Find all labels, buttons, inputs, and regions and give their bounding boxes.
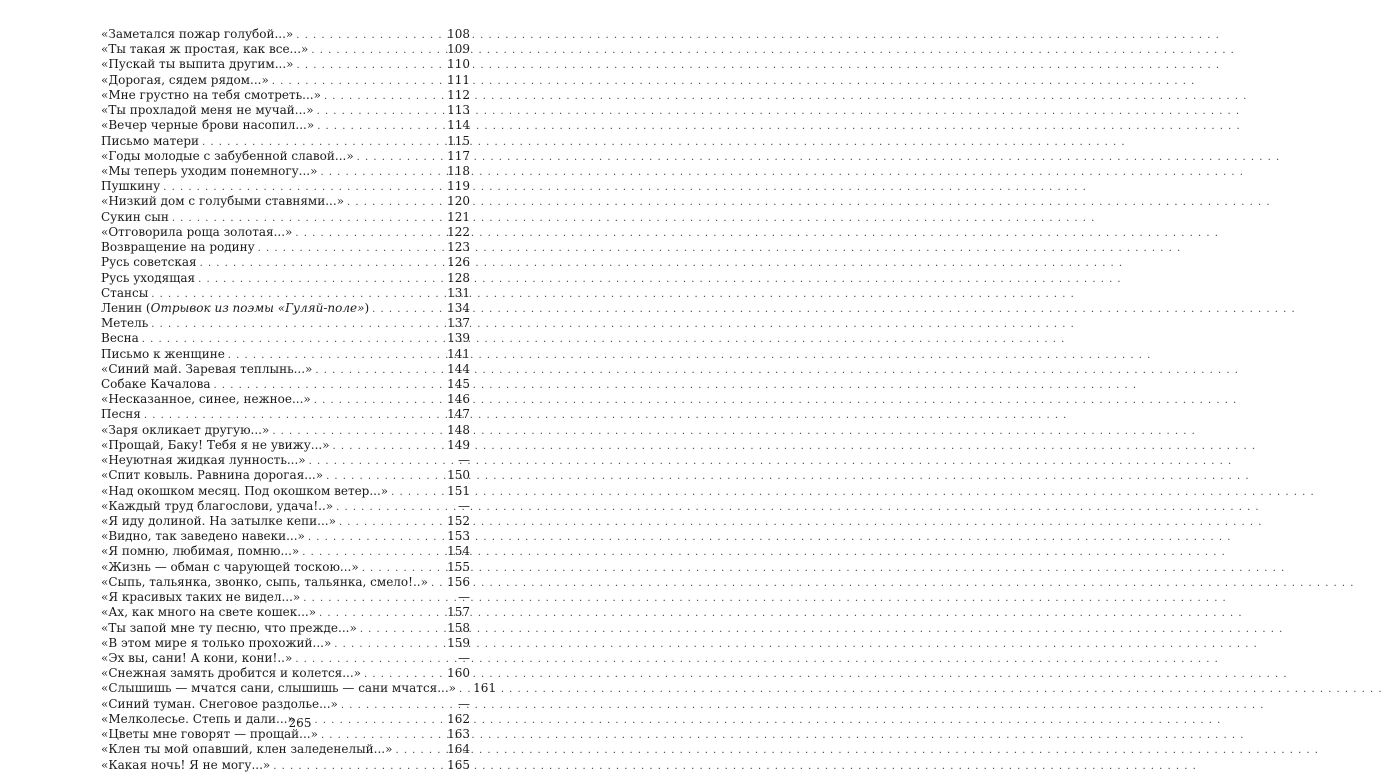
- toc-entry: [101, 225, 470, 240]
- toc-entry-title: «Несказанное, синее, нежное...»: [101, 392, 311, 407]
- toc-entry-title: Сукин сын: [101, 209, 169, 224]
- toc-entry-title: «В этом мире я только прохожий...»: [101, 635, 332, 650]
- toc-entry: [101, 194, 470, 209]
- toc-entry-title: «Синий туман. Снеговое раздолье...»: [101, 696, 338, 711]
- dot-leader: [228, 348, 441, 363]
- toc-entry-title: «Годы молодые с забубенной славой...»: [101, 148, 354, 163]
- toc-entry-page: 109: [447, 42, 470, 57]
- toc-entry-title: «Каждый труд благослови, удача!..»: [101, 498, 334, 513]
- dot-leader: [151, 317, 441, 332]
- toc-entry-page: 163: [447, 727, 470, 742]
- toc-entry-page: 121: [447, 209, 470, 224]
- toc-entry-title: Весна: [101, 331, 139, 346]
- dot-leader: [202, 135, 441, 150]
- toc-entry: [101, 605, 470, 620]
- dot-leader: [321, 728, 441, 743]
- toc-entry-title: «Ты запой мне ту песню, что прежде...»: [101, 620, 357, 635]
- toc-entry-title: «Цветы мне говорят — прощай...»: [101, 727, 318, 742]
- toc-entry: [101, 514, 470, 529]
- toc-entry-page: 148: [447, 422, 470, 437]
- toc-entry-title-end: ): [364, 300, 370, 315]
- dot-leader: [303, 591, 441, 606]
- toc-entry-title: «Сыпь, тальянка, звонко, сыпь, тальянка, смело!..»: [101, 574, 428, 589]
- toc-entry-page: 151: [447, 483, 470, 498]
- dot-leader: [326, 469, 441, 484]
- toc-entry-title: «Слышишь — мчатся сани, слышишь — сани мчатся...»: [101, 681, 457, 696]
- toc-entry-page: 160: [447, 666, 470, 681]
- toc-entry: [101, 362, 470, 377]
- dot-leader: [395, 743, 441, 758]
- dot-leader: [315, 363, 441, 378]
- toc-entry: [101, 88, 470, 103]
- dot-leader: [324, 89, 441, 104]
- toc-entry-title: «Неуютная жидкая лунность...»: [101, 453, 306, 468]
- dot-leader: [295, 652, 441, 667]
- toc-entry: [101, 240, 470, 255]
- toc-entry: [101, 42, 470, 57]
- toc-entry-title: «Пускай ты выпита другим...»: [101, 57, 294, 72]
- toc-entry-title: «Мы теперь уходим понемногу...»: [101, 163, 318, 178]
- toc-entry-page: 145: [447, 377, 470, 392]
- toc-entry: [101, 499, 470, 514]
- dot-leader: [341, 698, 441, 713]
- toc-entry-title: Собаке Качалова: [101, 377, 211, 392]
- dot-leader: [317, 119, 441, 134]
- toc-entry: [101, 316, 470, 331]
- toc-entry: [101, 544, 470, 559]
- toc-entry-page: —: [458, 650, 470, 665]
- toc-entry-title: Стансы: [101, 285, 149, 300]
- toc-entry: [101, 164, 470, 179]
- toc-entry-title: «Я красивых таких не видел...»: [101, 590, 301, 605]
- toc-entry-page: 137: [447, 316, 470, 331]
- dot-leader: [459, 682, 467, 697]
- toc-entry-page: —: [458, 590, 470, 605]
- toc-page: [0, 0, 600, 772]
- toc-entry-page: 162: [447, 711, 470, 726]
- toc-entry-title: «Ах, как много на свете кошек...»: [101, 605, 317, 620]
- toc-entry-page: 111: [447, 72, 470, 87]
- toc-entry-title: «Видно, так заведено навеки...»: [101, 529, 305, 544]
- toc-entry-title: Метель: [101, 316, 149, 331]
- toc-entry-subtitle: Отрывок из поэмы «Гуляй-поле»: [150, 300, 365, 315]
- toc-entry: [101, 134, 470, 149]
- toc-entry-page: 159: [447, 635, 470, 650]
- dot-leader: [214, 378, 442, 393]
- dot-leader: [296, 28, 441, 43]
- dot-leader: [364, 667, 441, 682]
- dot-leader: [258, 241, 441, 256]
- toc-entry: [101, 331, 470, 346]
- dot-leader: [372, 302, 441, 317]
- toc-entry: [101, 560, 470, 575]
- toc-entry-page: 118: [447, 163, 470, 178]
- dot-leader: [272, 424, 441, 439]
- dot-leader: [320, 165, 441, 180]
- toc-entry-page: 113: [447, 103, 470, 118]
- toc-entry: [101, 468, 470, 483]
- table-of-contents: [101, 27, 497, 773]
- dot-leader: [295, 226, 441, 241]
- dot-leader: [333, 439, 441, 454]
- toc-entry-title: «Прощай, Баку! Тебя я не увижу...»: [101, 437, 330, 452]
- toc-entry-title: Песня: [101, 407, 141, 422]
- toc-entry-page: 110: [447, 57, 470, 72]
- toc-entry-page: 126: [447, 255, 470, 270]
- toc-entry-page: 114: [447, 118, 470, 133]
- toc-entry: [101, 621, 470, 636]
- toc-entry: [101, 407, 470, 422]
- toc-entry: [101, 484, 470, 499]
- toc-entry-title: «Отговорила роща золотая...»: [101, 224, 293, 239]
- toc-entry-page: 139: [447, 331, 470, 346]
- dot-leader: [151, 287, 441, 302]
- toc-entry-page: 149: [447, 437, 470, 452]
- dot-leader: [308, 530, 441, 545]
- dot-leader: [360, 622, 441, 637]
- dot-leader: [314, 393, 441, 408]
- toc-entry-title: «Спит ковыль. Равнина дорогая...»: [101, 468, 324, 483]
- toc-entry-page: 147: [447, 407, 470, 422]
- toc-entry: [101, 636, 470, 651]
- toc-entry: [101, 453, 470, 468]
- toc-entry-page: 112: [447, 87, 470, 102]
- toc-entry-title: «Дорогая, сядем рядом...»: [101, 72, 269, 87]
- toc-entry-title: «Заметался пожар голубой...»: [101, 27, 294, 41]
- toc-entry: [101, 697, 470, 712]
- toc-entry-title: «Клен ты мой опавший, клен заледенелый...»: [101, 742, 393, 757]
- dot-leader: [309, 454, 441, 469]
- toc-entry-title: Русь советская: [101, 255, 197, 270]
- toc-entry-page: 155: [447, 559, 470, 574]
- toc-entry: [101, 27, 470, 42]
- toc-entry: [101, 271, 470, 286]
- toc-entry-page: 153: [447, 529, 470, 544]
- toc-entry-title: «Ты такая ж простая, как все...»: [101, 42, 309, 57]
- toc-entry: [101, 590, 470, 605]
- dot-leader: [357, 150, 441, 165]
- toc-entry-page: 152: [447, 514, 470, 528]
- dot-leader: [297, 58, 441, 73]
- dot-leader: [163, 180, 441, 195]
- toc-entry: [101, 255, 470, 270]
- toc-entry: [101, 681, 497, 696]
- toc-entry: [101, 57, 470, 72]
- toc-entry: [101, 438, 470, 453]
- dot-leader: [317, 104, 441, 119]
- toc-entry-title: «Жизнь — обман с чарующей тоскою...»: [101, 559, 359, 574]
- dot-leader: [319, 606, 441, 621]
- toc-entry-title: «Над окошком месяц. Под окошком ветер...»: [101, 483, 389, 498]
- toc-entry: [101, 575, 470, 590]
- toc-entry-title: «Я помню, любимая, помню...»: [101, 544, 300, 559]
- toc-entry-page: 120: [447, 194, 470, 209]
- toc-entry: [101, 103, 470, 118]
- toc-entry-title: «Низкий дом с голубыми ставнями...»: [101, 194, 345, 209]
- dot-leader: [200, 256, 441, 271]
- toc-entry-title: «Синий май. Заревая теплынь...»: [101, 361, 313, 376]
- dot-leader: [172, 211, 441, 226]
- toc-entry-title: «Заря окликает другую...»: [101, 422, 270, 437]
- dot-leader: [302, 545, 441, 560]
- dot-leader: [311, 43, 441, 58]
- toc-entry-title: Письмо матери: [101, 133, 199, 148]
- dot-leader: [198, 272, 441, 287]
- toc-entry-title: Ленин (: [101, 300, 151, 315]
- toc-entry-page: 128: [447, 270, 470, 285]
- toc-entry-title: Письмо к женщине: [101, 346, 225, 361]
- toc-entry-page: 164: [447, 742, 470, 757]
- toc-entry: [101, 651, 470, 666]
- toc-entry-page: 156: [447, 574, 470, 589]
- dot-leader: [334, 637, 441, 652]
- toc-entry-title: Русь уходящая: [101, 270, 196, 285]
- toc-entry-page: 141: [447, 346, 470, 361]
- toc-entry: [101, 529, 470, 544]
- toc-entry-page: 150: [447, 468, 470, 483]
- toc-entry-page: 165: [447, 757, 470, 772]
- dot-leader: [273, 759, 441, 774]
- toc-entry-page: 144: [447, 361, 470, 376]
- toc-entry-title: «Ты прохладой меня не мучай...»: [101, 103, 314, 118]
- toc-entry: [101, 118, 470, 133]
- toc-entry: [101, 377, 470, 392]
- toc-entry-title: «Мне грустно на тебя смотреть...»: [101, 87, 321, 102]
- toc-entry-page: 131: [447, 285, 470, 300]
- toc-entry-title: «Снежная замять дробится и колется...»: [101, 666, 362, 681]
- toc-entry-title: «Я иду долиной. На затылке кепи...»: [101, 514, 336, 528]
- toc-entry: [101, 392, 470, 407]
- dot-leader: [347, 195, 441, 210]
- toc-entry-page: —: [458, 696, 470, 711]
- toc-entry-page: —: [458, 498, 470, 513]
- toc-entry-page: 161: [473, 681, 497, 696]
- toc-entry-page: 117: [447, 148, 470, 163]
- toc-entry: [101, 758, 470, 773]
- toc-entry-page: —: [458, 453, 470, 468]
- toc-entry-title: «Мелколесье. Степь и дали...»: [101, 711, 295, 726]
- toc-entry: [101, 347, 470, 362]
- dot-leader: [272, 74, 441, 89]
- toc-entry: [101, 73, 470, 88]
- dot-leader: [336, 500, 441, 515]
- toc-entry: [101, 210, 470, 225]
- toc-entry: [101, 666, 470, 681]
- toc-entry-page: 122: [447, 224, 470, 239]
- toc-entry-page: 134: [447, 300, 470, 315]
- toc-entry-page: 154: [447, 544, 470, 559]
- dot-leader: [391, 485, 441, 500]
- toc-entry-page: 115: [447, 133, 470, 148]
- toc-entry-title: «Эх вы, сани! А кони, кони!..»: [101, 650, 293, 665]
- toc-entry-page: 123: [447, 240, 470, 255]
- toc-entry: [101, 301, 470, 316]
- toc-entry-page: 146: [447, 392, 470, 407]
- toc-entry: [101, 149, 470, 164]
- toc-entry-title: «Вечер черные брови насопил...»: [101, 118, 315, 133]
- toc-entry-page: 157: [447, 605, 470, 620]
- dot-leader: [144, 408, 441, 423]
- dot-leader: [339, 515, 441, 530]
- toc-entry-title: «Какая ночь! Я не могу...»: [101, 757, 271, 772]
- page-number: 265: [288, 716, 312, 730]
- toc-entry-title: Возвращение на родину: [101, 240, 255, 255]
- dot-leader: [362, 561, 441, 576]
- toc-entry: [101, 286, 470, 301]
- toc-entry: [101, 742, 470, 757]
- toc-entry-title: Пушкину: [101, 179, 161, 194]
- dot-leader: [142, 332, 441, 347]
- toc-entry-page: 158: [447, 620, 470, 635]
- toc-entry: [101, 423, 470, 438]
- toc-entry-page: 108: [447, 27, 470, 41]
- toc-entry: [101, 179, 470, 194]
- dot-leader: [431, 576, 441, 591]
- toc-entry-page: 119: [447, 179, 470, 194]
